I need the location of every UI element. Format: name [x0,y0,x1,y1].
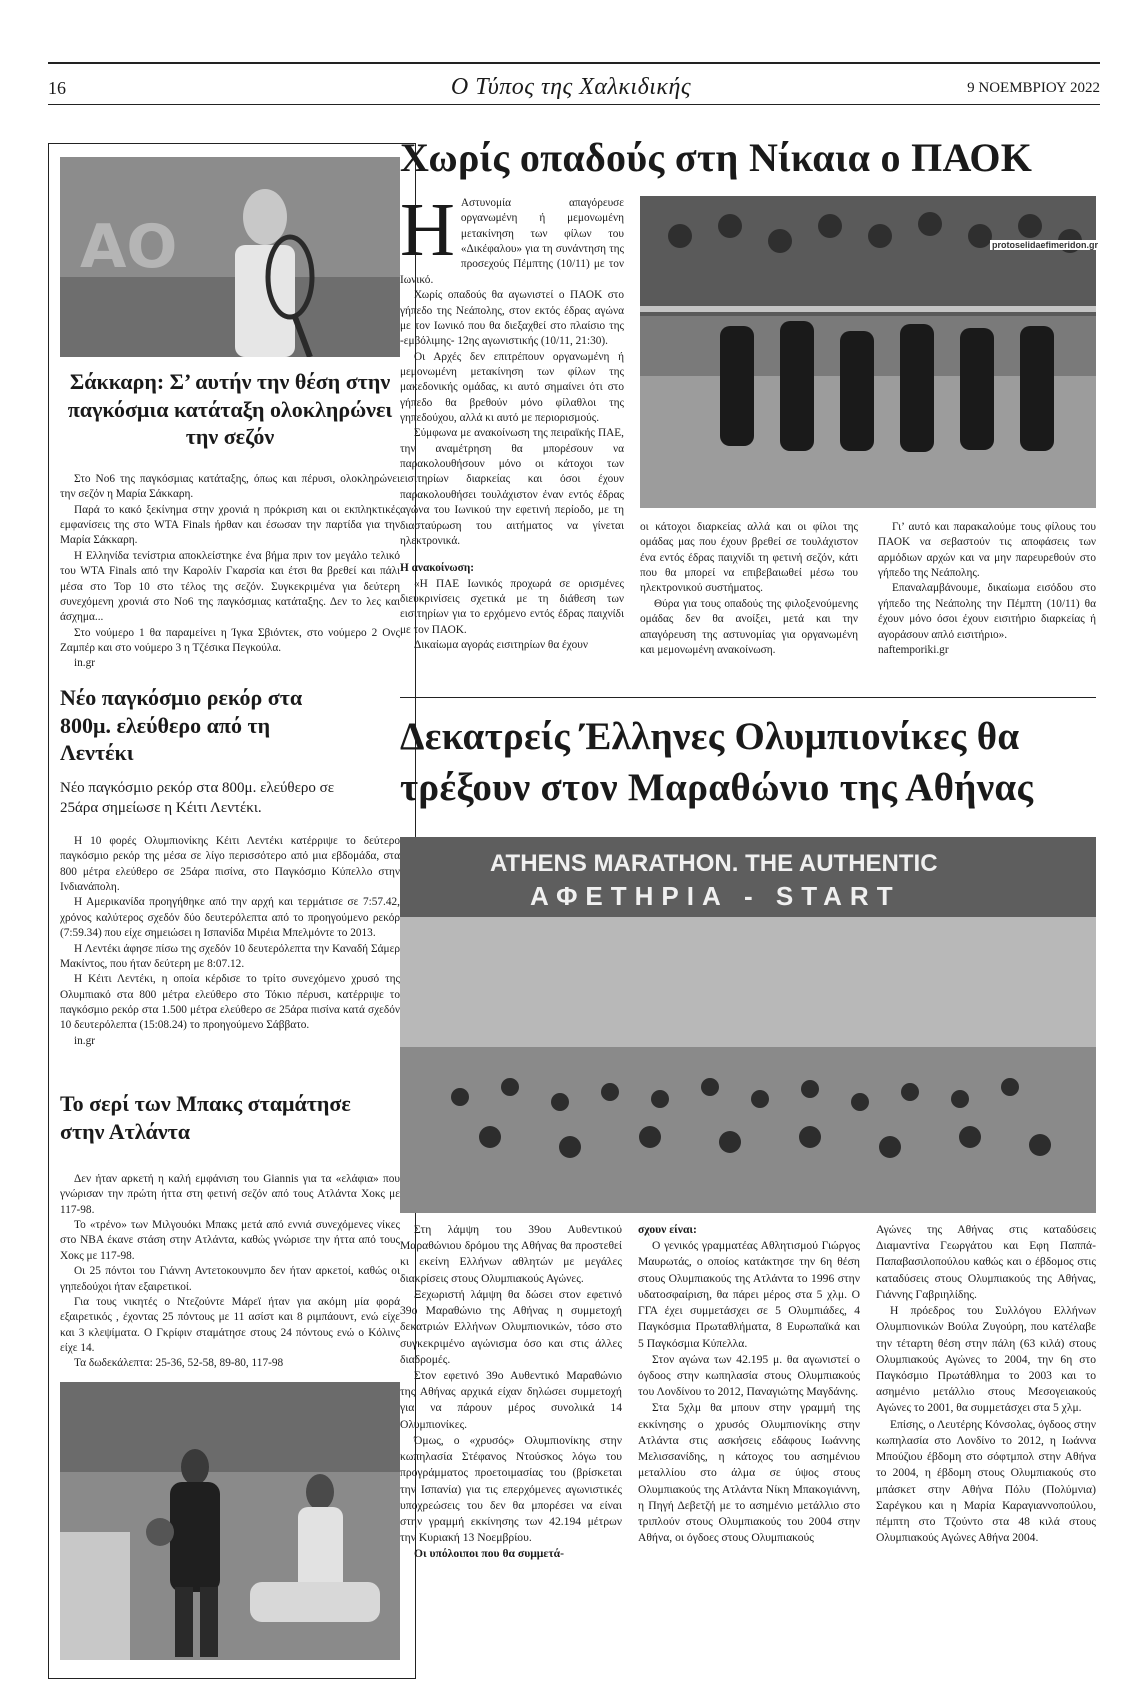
top-rule [48,62,1100,64]
issue-date: 9 ΝΟΕΜΒΡΙΟΥ 2022 [967,80,1100,96]
photo-credit: protoselidaefimeridon.gr [992,240,1099,250]
sakkari-source: in.gr [74,657,96,670]
paok-headline: Χωρίς οπαδούς στη Νίκαια ο ΠΑΟΚ [400,135,1033,180]
sakkari-headline: Σάκκαρη: Σ’ αυτήν την θέση στην παγκόσμια κατάταξη ολοκληρώνει την σεζόν [67,369,393,449]
section-divider [400,697,1096,698]
paok-announcement-label: Η ανακοίνωση: [400,562,474,575]
paok-source: naftemporiki.gr [878,643,949,656]
bucks-paragraph: Για τους νικητές ο Ντεζούντε Μάρεϊ ήταν για ακόμη μία φορά εξαιρετικός , έχοντας 25 πόντους με 11 ασίστ και 8 ριμπάουντ, ενώ είχε και 3 κλεψίματα. Ο Γκρίφιν σταμάτησε στους 24 πόντους ενώ ο Κόλινς είχε 14. [60,1295,400,1354]
paok-paragraph: Θύρα για τους οπαδούς της φιλοξενούμενης ομάδας δεν θα ανοίξει, μετά και την απαγόρευση της αστυνομίας για οργανωμένη και μεμονωμένη ανακοίνωση. [640,597,858,656]
bucks-paragraph: Τα δωδεκάλεπτα: 25-36, 52-58, 89-80, 117-98 [74,1357,284,1370]
bucks-paragraph: Το «τρένο» των Μιλγουόκι Μπακς μετά από εννιά συνεχόμενες νίκες στο NBA έκανε στάση στην Ατλάντα, καθώς γνώρισε την ήττα από τους Χοκς με 117-98. [60,1219,400,1262]
paok-paragraph: Επαναλαμβάνουμε, δικαίωμα εισόδου στο γήπεδο της Νεάπολης την Πέμπτη (10/11) θα έχουν μόνο όσοι έχουν εισιτήριο διαρκείας ή αγοράσουν απλό εισιτήριο». [878,582,1096,641]
ledecky-paragraph: Η 10 φορές Ολυμπιονίκης Κέιτι Λεντέκι κατέρριψε το δεύτερο παγκόσμιο ρεκόρ της μέσα σε λίγο περισσότερο από μια εβδομάδα, στα 800 μέτρα ελεύθερο σε 25άρα πισίνα, στο Παγκόσμιο Κύπελλο στην Ινδιανάπολη. [60,835,400,894]
marathon-bold-line: σχουν είναι: [638,1223,697,1236]
paok-col2 [640,520,858,658]
paok-dropcap: Η [400,188,455,272]
bucks-paragraph: Οι 25 πόντοι του Γιάννη Αντετοκουνμπο δεν ήταν αρκετοί, καθώς οι γηπεδούχοι ήταν εξαιρετικοί. [60,1265,400,1293]
paok-col3 [878,520,1096,658]
paok-paragraph: Οι Αρχές δεν επιτρέπουν οργανωμένη ή μεμονωμένη μετακίνηση των φίλων της μακεδονικής ομάδας, κι αυτό σημαίνει ότι στο γήπεδο θα βρεθούν μόνο φίλαθλοι της γηπεδούχου, αλλά κι αυτό με περιορισμούς. [400,350,624,425]
ledecky-source: in.gr [74,1034,96,1047]
marathon-col1 [400,1222,622,1563]
header-rule [48,104,1100,105]
sakkari-paragraph: Η Ελληνίδα τενίστρια αποκλείστηκε ένα βήμα πριν τον μεγάλο τελικό του WTA Finals από την Καρολίν Γκαρσία και έτσι θα βρεθεί και πάλι μέσα στο Top 10 στο τέλος της σεζόν. Συγκεκριμένα για δεύτερη συνεχόμενη χρονιά στο Νο6 της παγκόσμιας κατάταξης. Δεν το λες και άσχημα... [60,549,400,624]
marathon-paragraph: Στον αγώνα των 42.195 μ. θα αγωνιστεί ο όγδοος στην κωπηλασία στους Ολυμπιακούς του Λονδίνου το 2012, Παναγιώτης Μαγδάνης. [638,1352,860,1399]
paok-paragraph: Αστυνομία απαγόρευσε οργανωμένη ή μεμονωμένη μετακίνηση των φίλων του «Δικέφαλου» για τη συνάντηση της προσεχούς Πέμπτης (10/11) με τον Ιωνικό. [400,197,624,286]
paok-paragraph: Γι’ αυτό και παρακαλούμε τους φίλους του ΠΑΟΚ να σεβαστούν τις αποφάσεις των αρμόδιων αρχών και να μην παρευρεθούν στο γήπεδο της Νεάπολης. [878,521,1096,580]
marathon-paragraph: Αγώνες της Αθήνας στις καταδύσεις Διαμαντίνα Γεωργάτου και Εφη Παππά-Παπαβασιλοπούλου καθώς και ο έβδομος στις καταδύσεις στους Ολυμπιακούς της Αθήνας, Γιάννης Γαβριηλίδης. [876,1223,1096,1301]
sakkari-paragraph: Στο νούμερο 1 θα παραμείνει η Ίγκα Σβιόντεκ, στο νούμερο 2 Ονς Ζαμπέρ και στο νούμερο 3 η Τζέσικα Πεγκούλα. [60,626,400,654]
paok-paragraph: Χωρίς οπαδούς θα αγωνιστεί ο ΠΑΟΚ στο γήπεδο της Νεάπολης, στον εκτός έδρας αγώνα με τον Ιωνικό που θα διεξαχθεί στο πλαίσιο της -εμβόλιμης- 12ης αγωνιστικής (10/11, 21:30). [400,289,624,348]
marathon-paragraph: Στον εφετινό 39ο Αυθεντικό Μαραθώνιο της Αθήνας αρχικά είχαν δηλώσει συμμετοχή για να πάρουν μέρος συνολικά 14 Ολυμπιονίκες. [400,1368,622,1431]
sakkari-body [60,472,400,672]
banner-greek: ΑΦΕΤΗΡΙΑ - START [530,881,901,911]
bucks-body [60,1172,400,1372]
marathon-paragraph: Στα 5χλμ θα μπουν στην γραμμή της εκκίνησης ο χρυσός Ολυμπιονίκης στην Ατλάντα στις ασκήσεις εδάφους Ιωάννης Μελισσανίδης, η κάτοχος του ασημένιου μεταλλίου στο άλμα σε ύψος στους Ολυμπιακούς της Ατλάντα Νίκη Μπακογιάννη, η Πηγή Δεβετζή με το ασημένιο μετάλλιο στο τριπλούν στους Ολυμπιακούς του 2004 στην Αθήνα, οι όγδοες στους Ολυμπιακούς [638,1401,860,1545]
marathon-col3 [876,1222,1096,1546]
marathon-paragraph: Ξεχωριστή λάμψη θα δώσει στον εφετινό 39ο Μαραθώνιο της Αθήνας η συμμετοχή δεκατριών Ελλήνων Ολυμπιονικών, τόσο στο συγκεκριμένο αγώνισμα όσο και στις άλλες διαδρομές. [400,1287,622,1366]
marathon-paragraph: Επίσης, ο Λευτέρης Κόνσολας, όγδοος στην κωπηλασία στο Λονδίνο το 2012, η Ιωάννα Μπούζιου έβδομη στο σόφτμπολ στην Αθήνα το 2004, η έβδομη στους Ολυμπιακούς στο μπάσκετ στην Αθήνα Πόλυ (Πολύμνια) Σαρέγκου και η Μαρία Καραγιαννοπούλου, πέμπτη στο Τζούντο στα 48 κιλά στους Ολυμπιακούς Αγώνες Αθήνα 2004. [876,1417,1096,1545]
marathon-bold-line: Οι υπόλοιποι που θα συμμετά- [414,1547,564,1561]
ledecky-paragraph: Η Κέιτι Λεντέκι, η οποία κέρδισε το τρίτο συνεχόμενο χρυσό της Ολυμπιακό στα 800 μέτρα ελεύθερο στο Τόκιο πέρυσι, κατέρριψε το παγκόσμιο ρεκόρ στα 1.500 μέτρα ελεύθερο σε 25άρα πισίνα κατά σχεδόν 10 δευτερόλεπτα (15:08.24) το προηγούμενο Σάββατο. [60,973,400,1032]
marathon-paragraph: Στη λάμψη του 39ου Αυθεντικού Μαραθώνιου δρόμου της Αθήνας θα προστεθεί κι εκείνη Ελλήνων αθλητών με μεγάλες διακρίσεις στους Ολυμπιακούς Αγώνες. [400,1223,622,1285]
marathon-photo [400,837,1096,1213]
marathon-col2 [638,1222,860,1546]
paok-col1 [400,188,624,653]
banner-english: ATHENS MARATHON. THE AUTHENTIC [490,850,938,877]
basketball-photo [60,1382,400,1660]
masthead: Ο Τύπος της Χαλκιδικής [450,74,692,100]
ledecky-paragraph: Η Αμερικανίδα προηγήθηκε από την αρχή και τερμάτισε σε 7:57.42, χρόνος καλύτερος σχεδόν δύο δευτερόλεπτα από το προηγούμενο ρεκόρ (7:59.34) που είχε σημειώσει η Ισπανίδα Μιρέια Μπελμόντε το 2013. [60,896,400,940]
ledecky-paragraph: Η Λεντέκι άφησε πίσω της σχεδόν 10 δευτερόλεπτα την Καναδή Σάμερ Μακίντος, που ήταν δεύτερη με 8:07.12. [60,942,400,970]
ledecky-body [60,834,400,1049]
marathon-headline: Δεκατρείς Έλληνες Ολυμπιονίκες θα τρέξουν στον Μαραθώνιο της Αθήνας [400,715,1034,809]
sakkari-paragraph: Στο Νο6 της παγκόσμιας κατάταξης, όπως και πέρυσι, ολοκληρώνει την σεζόν η Μαρία Σάκκαρη. [60,473,400,501]
ledecky-headline: Νέο παγκόσμιο ρεκόρ στα 800μ. ελεύθερο από τη Λεντέκι [60,685,303,765]
bucks-headline: Το σερί των Μπακς σταμάτησε στην Ατλάντα [60,1091,351,1144]
paok-paragraph: «Η ΠΑΕ Ιωνικός προχωρά σε ορισμένες διευκρινίσεις σχετικά με τη διάθεση των εισιτηρίων για το ερχόμενο εντός έδρας παιχνίδι με τον ΠΑΟΚ. [400,577,624,636]
marathon-paragraph: Η πρόεδρος του Συλλόγου Ελλήνων Ολυμπιονικών Βούλα Ζυγούρη, που κατέλαβε την τέταρτη θέση στην πάλη (63 κιλά) στους Ολυμπιακούς Αγώνες το 2004, την 6η στο Παγκόσμιο Πρωτάθλημα το 2003 και το ασημένιο μετάλλιο στους Μεσογειακούς Αγώνες το 2001, θα συμμετάσχει στα 5 χλμ. [876,1304,1096,1415]
page-number: 16 [48,78,66,98]
paok-paragraph: Σύμφωνα με ανακοίνωση της πειραϊκής ΠΑΕ, την αναμέτρηση θα μπορέσουν να παρακολουθήσουν μόνο οι κάτοχοι των εισιτηρίων διαρκείας και όσοι έχουν παρακολουθήσει τουλάχιστον έναν εντός έδρας αγώνα του Ιωνικού την εφετινή περίοδο, με τη διασταύρωση του αιτήματος να γίνεται ηλεκτρονικά. [400,427,624,547]
ledecky-subtitle: Νέο παγκόσμιο ρεκόρ στα 800μ. ελεύθερο σε 25άρα σημείωσε η Κέιτι Λεντέκι. [60,780,334,817]
paok-paragraph: Δικαίωμα αγοράς εισιτηρίων θα έχουν [414,639,588,652]
sakkari-paragraph: Παρά το κακό ξεκίνημα στην χρονιά η πρόκριση και οι εκπληκτικές εμφανίσεις της στο WTA Finals ήρθαν και έσωσαν την παρτίδα για την Μαρία Σάκκαρη. [60,503,400,547]
marathon-paragraph: Ο γενικός γραμματέας Αθλητισμού Γιώργος Μαυρωτάς, ο οποίος κατάκτησε την 6η θέση στους Ολυμπιακούς της Ατλάντα το 1996 στην υδατοσφαίριση, θα πάρει μέρος στα 5 χλμ. Ο ΓΓΑ έχει συμμετάσχει σε 5 Ολυμπιάδες, 4 Παγκόσμια Πρωταθλήματα, 8 Ευρωπαϊκά και 5 Παγκόσμια Κύπελλα. [638,1239,860,1350]
marathon-paragraph: Όμως, ο «χρυσός» Ολυμπιονίκης στην κωπηλασία Στέφανος Ντούσκος λόγω του προγράμματος προετοιμασίας του (βρίσκεται την Ισπανία) για τις επερχόμενες αγωνιστικές υποχρεώσεις του δεν θα μπορέσει να είναι στην γραμμή εκκίνησης των 42.194 μέτρων την Κυριακή 13 Νοεμβρίου. [400,1433,622,1545]
bucks-paragraph: Δεν ήταν αρκετή η καλή εμφάνιση του Giannis για τα «ελάφια» που γνώρισαν την πρώτη ήττα στη φετινή σεζόν από τους Ατλάντα Χοκς με 117-98. [60,1173,400,1216]
sakkari-photo [60,157,400,357]
paok-paragraph: οι κάτοχοι διαρκείας αλλά και οι φίλοι της ομάδας μας που έχουν βρεθεί σε τουλάχιστον ένα εντός έδρας παιχνίδι τη φετινή σεζόν, κάτι που θα μπορεί να επιβεβαιωθεί μέσω του ηλεκτρονικού συστήματος. [640,521,858,595]
svg-text:AO: AO [80,212,178,282]
